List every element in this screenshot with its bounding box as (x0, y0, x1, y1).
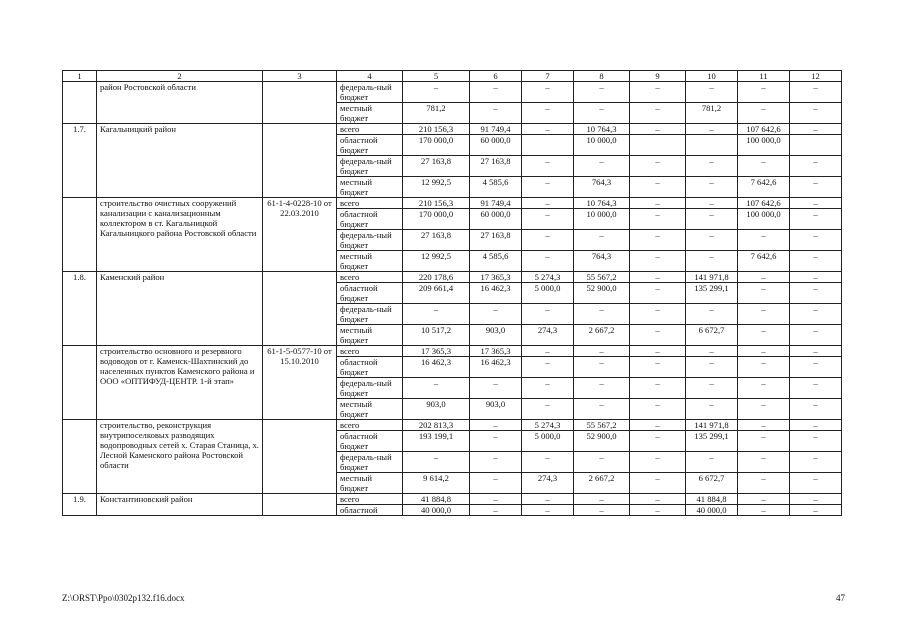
header-cell: 12 (790, 71, 842, 82)
item-name: строительство основного и резервного водоводов от г. Каменск-Шахтинский до населенных пунктов Каменского района и ООО «ОПТИФУД-ЦЕНТР. 1-й этап» (97, 346, 263, 420)
budget-source: областной бюджет (337, 431, 403, 452)
value-cell: – (790, 399, 842, 420)
value-cell: 41 884,8 (686, 494, 738, 505)
budget-source: областной бюджет (337, 283, 403, 304)
value-cell: 135 299,1 (686, 431, 738, 452)
value-cell: – (574, 494, 630, 505)
value-cell: 6 672,7 (686, 325, 738, 346)
value-cell: – (738, 272, 790, 283)
value-cell: 16 462,3 (470, 357, 522, 378)
value-cell: 27 163,8 (470, 230, 522, 251)
value-cell: 903,0 (403, 399, 470, 420)
value-cell: – (790, 209, 842, 230)
item-number: 1.7. (63, 124, 97, 198)
value-cell: 12 992,5 (403, 177, 470, 198)
budget-source: областной (337, 505, 403, 516)
value-cell: – (738, 346, 790, 357)
item-number: 1.8. (63, 272, 97, 346)
value-cell: – (686, 156, 738, 177)
value-cell: – (470, 452, 522, 473)
header-cell: 10 (686, 71, 738, 82)
value-cell: – (790, 124, 842, 135)
budget-source: местный бюджет (337, 177, 403, 198)
value-cell: – (630, 452, 686, 473)
value-cell: – (630, 494, 686, 505)
value-cell: – (522, 156, 574, 177)
budget-source: местный бюджет (337, 473, 403, 494)
header-cell: 5 (403, 71, 470, 82)
value-cell: – (574, 378, 630, 399)
value-cell: 60 000,0 (470, 209, 522, 230)
table-row (63, 198, 842, 209)
value-cell: – (470, 420, 522, 431)
value-cell: – (574, 357, 630, 378)
value-cell: 100 000,0 (738, 135, 790, 156)
value-cell: – (470, 473, 522, 494)
value-cell: – (686, 230, 738, 251)
value-cell: 903,0 (470, 399, 522, 420)
item-number (63, 82, 97, 124)
value-cell (522, 135, 574, 156)
value-cell: 781,2 (403, 103, 470, 124)
value-cell: – (630, 198, 686, 209)
value-cell: – (574, 304, 630, 325)
value-cell: – (470, 82, 522, 103)
value-cell: – (686, 399, 738, 420)
value-cell: 17 365,3 (470, 346, 522, 357)
value-cell: – (522, 209, 574, 230)
value-cell: 91 749,4 (470, 124, 522, 135)
item-document (263, 420, 337, 494)
value-cell: – (686, 198, 738, 209)
value-cell: – (574, 156, 630, 177)
value-cell: – (738, 399, 790, 420)
budget-source: всего (337, 272, 403, 283)
value-cell: – (790, 420, 842, 431)
budget-source: всего (337, 494, 403, 505)
value-cell: – (738, 304, 790, 325)
value-cell: – (522, 251, 574, 272)
item-name: строительство очистных сооружений канализации с канализационным коллектором в ст. Кагальницкой Кагальницкого района Ростовской области (97, 198, 263, 272)
value-cell: 2 667,2 (574, 473, 630, 494)
value-cell: 52 900,0 (574, 431, 630, 452)
value-cell: – (790, 357, 842, 378)
value-cell: – (790, 156, 842, 177)
value-cell: 2 667,2 (574, 325, 630, 346)
item-document (263, 494, 337, 516)
value-cell: 27 163,8 (403, 230, 470, 251)
value-cell: – (630, 272, 686, 283)
item-name: строительство, реконструкция внутрипоселковых разводящих водопроводных сетей х. Старая Станица, х. Лесной Каменского района Ростовской области (97, 420, 263, 494)
value-cell: – (630, 82, 686, 103)
value-cell: – (738, 494, 790, 505)
value-cell: – (630, 325, 686, 346)
value-cell: – (738, 473, 790, 494)
budget-source: областной бюджет (337, 135, 403, 156)
table-row (63, 494, 842, 505)
value-cell: 60 000,0 (470, 135, 522, 156)
value-cell: – (630, 103, 686, 124)
value-cell: – (686, 124, 738, 135)
value-cell: – (738, 420, 790, 431)
budget-table (62, 70, 842, 516)
header-cell: 6 (470, 71, 522, 82)
value-cell: – (686, 452, 738, 473)
value-cell: 210 156,3 (403, 198, 470, 209)
value-cell: – (790, 304, 842, 325)
value-cell: – (686, 209, 738, 230)
value-cell: – (738, 283, 790, 304)
budget-source: местный бюджет (337, 325, 403, 346)
value-cell: 5 274,3 (522, 420, 574, 431)
value-cell: – (630, 431, 686, 452)
value-cell: – (522, 103, 574, 124)
budget-source: федераль-ный бюджет (337, 452, 403, 473)
value-cell: – (630, 420, 686, 431)
value-cell: – (630, 505, 686, 516)
value-cell: 781,2 (686, 103, 738, 124)
value-cell: – (470, 494, 522, 505)
value-cell: – (686, 357, 738, 378)
table-row (63, 124, 842, 135)
value-cell: 107 642,6 (738, 198, 790, 209)
value-cell: – (790, 505, 842, 516)
value-cell: – (790, 283, 842, 304)
value-cell: – (630, 399, 686, 420)
value-cell: – (470, 103, 522, 124)
value-cell: 9 614,2 (403, 473, 470, 494)
value-cell: 4 585,6 (470, 177, 522, 198)
value-cell: – (522, 505, 574, 516)
value-cell: – (790, 431, 842, 452)
value-cell: – (790, 473, 842, 494)
value-cell: 107 642,6 (738, 124, 790, 135)
item-number: 1.9. (63, 494, 97, 516)
value-cell: 91 749,4 (470, 198, 522, 209)
value-cell: – (403, 304, 470, 325)
value-cell: – (403, 452, 470, 473)
value-cell: 5 000,0 (522, 431, 574, 452)
budget-source: федераль-ный бюджет (337, 378, 403, 399)
value-cell: 170 000,0 (403, 209, 470, 230)
item-document (263, 82, 337, 124)
value-cell: – (470, 431, 522, 452)
budget-source: всего (337, 198, 403, 209)
value-cell: – (790, 82, 842, 103)
budget-source: федераль-ный бюджет (337, 304, 403, 325)
value-cell: 10 517,2 (403, 325, 470, 346)
value-cell: 40 000,0 (686, 505, 738, 516)
value-cell: 27 163,8 (403, 156, 470, 177)
value-cell: – (630, 177, 686, 198)
value-cell: – (470, 304, 522, 325)
value-cell: 7 642,6 (738, 177, 790, 198)
value-cell: – (522, 399, 574, 420)
item-name: Каменский район (97, 272, 263, 346)
table-row (63, 82, 842, 103)
budget-source: областной бюджет (337, 357, 403, 378)
value-cell: – (738, 431, 790, 452)
value-cell: 7 642,6 (738, 251, 790, 272)
value-cell: – (738, 325, 790, 346)
value-cell: – (790, 452, 842, 473)
budget-source: федераль-ный бюджет (337, 82, 403, 103)
table-row (63, 420, 842, 431)
value-cell: 274,3 (522, 473, 574, 494)
value-cell: – (790, 103, 842, 124)
value-cell: 210 156,3 (403, 124, 470, 135)
header-cell: 3 (263, 71, 337, 82)
value-cell: – (686, 304, 738, 325)
value-cell: – (574, 103, 630, 124)
value-cell: 274,3 (522, 325, 574, 346)
value-cell (686, 135, 738, 156)
value-cell (630, 135, 686, 156)
value-cell: – (686, 177, 738, 198)
value-cell: 17 365,3 (470, 272, 522, 283)
value-cell: – (630, 124, 686, 135)
value-cell: – (630, 304, 686, 325)
value-cell: – (738, 452, 790, 473)
value-cell: – (403, 82, 470, 103)
value-cell: – (738, 505, 790, 516)
value-cell: – (574, 346, 630, 357)
value-cell: 17 365,3 (403, 346, 470, 357)
value-cell: 10 000,0 (574, 135, 630, 156)
value-cell: – (790, 230, 842, 251)
value-cell: 10 000,0 (574, 209, 630, 230)
value-cell: 193 199,1 (403, 431, 470, 452)
value-cell: 40 000,0 (403, 505, 470, 516)
value-cell: – (738, 156, 790, 177)
value-cell: – (522, 494, 574, 505)
value-cell: – (574, 505, 630, 516)
budget-source: всего (337, 346, 403, 357)
value-cell: – (738, 230, 790, 251)
budget-source: местный бюджет (337, 103, 403, 124)
value-cell: – (522, 304, 574, 325)
value-cell: 100 000,0 (738, 209, 790, 230)
value-cell: – (790, 378, 842, 399)
value-cell: – (522, 346, 574, 357)
budget-source: местный бюджет (337, 399, 403, 420)
value-cell: – (574, 230, 630, 251)
value-cell: – (574, 452, 630, 473)
value-cell: – (686, 378, 738, 399)
value-cell: – (630, 251, 686, 272)
value-cell: – (630, 209, 686, 230)
value-cell: – (790, 346, 842, 357)
value-cell: 27 163,8 (470, 156, 522, 177)
header-cell: 2 (97, 71, 263, 82)
value-cell: – (790, 251, 842, 272)
item-name: Константиновский район (97, 494, 263, 516)
header-cell: 8 (574, 71, 630, 82)
value-cell: – (790, 494, 842, 505)
header-row (63, 71, 842, 82)
value-cell: – (522, 452, 574, 473)
value-cell: 170 000,0 (403, 135, 470, 156)
item-name: Кагальницкий район (97, 124, 263, 198)
footer-page-number: 47 (836, 593, 845, 603)
value-cell: 16 462,3 (403, 357, 470, 378)
item-number (63, 198, 97, 272)
value-cell: – (790, 177, 842, 198)
value-cell: – (403, 378, 470, 399)
value-cell: 141 971,8 (686, 420, 738, 431)
value-cell: 10 764,3 (574, 198, 630, 209)
value-cell: 202 813,3 (403, 420, 470, 431)
value-cell: 135 299,1 (686, 283, 738, 304)
value-cell: 4 585,6 (470, 251, 522, 272)
value-cell: – (790, 198, 842, 209)
value-cell: – (738, 103, 790, 124)
budget-source: всего (337, 124, 403, 135)
item-document (263, 124, 337, 198)
value-cell: – (790, 272, 842, 283)
budget-source: местный бюджет (337, 251, 403, 272)
value-cell: 141 971,8 (686, 272, 738, 283)
header-cell: 7 (522, 71, 574, 82)
item-document: 61-1-4-0228-10 от 22.03.2010 (263, 198, 337, 272)
value-cell: 764,3 (574, 177, 630, 198)
item-number (63, 346, 97, 420)
value-cell: – (630, 378, 686, 399)
footer-file-path: Z:\ORST\Ppo\0302p132.f16.docx (62, 593, 185, 603)
item-name: район Ростовской области (97, 82, 263, 124)
value-cell: – (522, 82, 574, 103)
value-cell: – (686, 82, 738, 103)
value-cell (790, 135, 842, 156)
value-cell: 209 661,4 (403, 283, 470, 304)
value-cell: – (738, 357, 790, 378)
value-cell: – (630, 156, 686, 177)
value-cell: 6 672,7 (686, 473, 738, 494)
value-cell: – (686, 251, 738, 272)
value-cell: – (630, 357, 686, 378)
table-row (63, 272, 842, 283)
value-cell: – (522, 124, 574, 135)
header-cell: 9 (630, 71, 686, 82)
value-cell: 5 000,0 (522, 283, 574, 304)
value-cell: – (686, 346, 738, 357)
header-cell: 1 (63, 71, 97, 82)
value-cell: 220 178,6 (403, 272, 470, 283)
value-cell: 55 567,2 (574, 272, 630, 283)
value-cell: – (522, 230, 574, 251)
item-document (263, 272, 337, 346)
value-cell: – (574, 82, 630, 103)
value-cell: – (790, 325, 842, 346)
table-row (63, 346, 842, 357)
value-cell: 12 992,5 (403, 251, 470, 272)
budget-source: федераль-ный бюджет (337, 230, 403, 251)
value-cell: – (522, 378, 574, 399)
item-document: 61-1-5-0577-10 от 15.10.2010 (263, 346, 337, 420)
item-number (63, 420, 97, 494)
value-cell: – (738, 378, 790, 399)
value-cell: 55 567,2 (574, 420, 630, 431)
header-cell: 4 (337, 71, 403, 82)
value-cell: 903,0 (470, 325, 522, 346)
value-cell: – (522, 357, 574, 378)
budget-source: федераль-ный бюджет (337, 156, 403, 177)
value-cell: – (522, 198, 574, 209)
value-cell: 764,3 (574, 251, 630, 272)
value-cell: – (470, 505, 522, 516)
budget-source: областной бюджет (337, 209, 403, 230)
value-cell: 52 900,0 (574, 283, 630, 304)
value-cell: – (522, 177, 574, 198)
value-cell: – (630, 283, 686, 304)
value-cell: – (470, 378, 522, 399)
value-cell: 5 274,3 (522, 272, 574, 283)
value-cell: – (630, 346, 686, 357)
budget-source: всего (337, 420, 403, 431)
value-cell: – (630, 473, 686, 494)
value-cell: 10 764,3 (574, 124, 630, 135)
value-cell: – (738, 82, 790, 103)
value-cell: – (574, 399, 630, 420)
header-cell: 11 (738, 71, 790, 82)
value-cell: 41 884,8 (403, 494, 470, 505)
value-cell: – (630, 230, 686, 251)
value-cell: 16 462,3 (470, 283, 522, 304)
